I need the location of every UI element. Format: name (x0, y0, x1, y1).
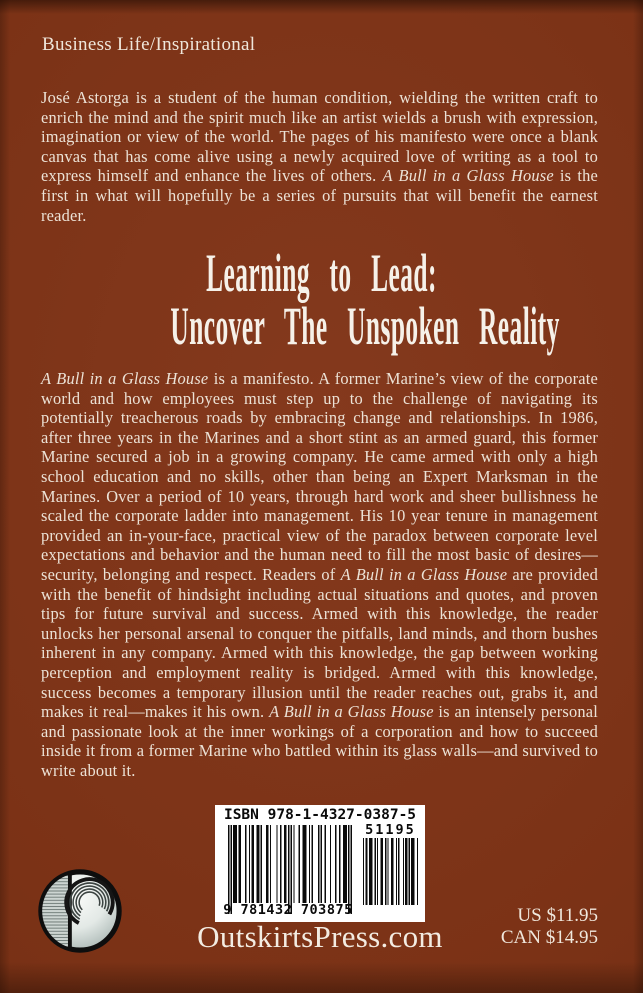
barcode-panel (215, 805, 425, 922)
book-title-line2: Uncover The Unspoken Reality (170, 296, 560, 356)
ean-digits: 9 781432 703875 (223, 902, 353, 918)
publisher-url: OutskirtsPress.com (197, 919, 443, 954)
book-title (0, 243, 643, 356)
genre-label: Business Life/Inspirational (42, 34, 256, 55)
synopsis-paragraph: A Bull in a Glass House is a manifesto. A former Marine’s view of the corporate world and how employees must step up to the challenge of navigating its potentially treacherous roads by embracing change and relationships. In 1986, after three years in the Marines and a short stint as an armed guard, this former Marine secured a job in a growing company. He came armed with only a high school education and no skills, other than being an Expert Marksman in the Marines. Over a period of 10 years, through hard work and sheer bullishness he scaled the corporate ladder into management. His 10 year tenure in management provided an in-your-face, practical view of the paradox between corporate level expectations and behavior and the human need to fill the most basic of desires—security, belonging and respect. Readers of A Bull in a Glass House are provided with the benefit of hindsight including actual situations and quotes, and proven tips for future survival and success. Armed with this knowledge, the reader unlocks her personal arsenal to conquer the pitfalls, land minds, and thorn bushes inherent in any company. Armed with this knowledge, the gap between working perception and employment reality is bridged. Armed with this knowledge, success becomes a temporary illusion until the reader reaches out, grabs it, and makes it real—makes it his own. A Bull in a Glass House is an intensely personal and passionate look at the inner workings of a corporation and how to succeed inside it from a former Marine who battled within its glass walls—and survived to write about it. (41, 369, 598, 780)
price-block (501, 905, 598, 948)
author-bio-paragraph: José Astorga is a student of the human condition, wielding the written craft to enrich the mind and the spirit much like an artist wields a brush with expression, imagination or view of the world. The pages of his manifesto were once a blank canvas that has come alive using a newly acquired love of writing as a tool to express himself and enhance the lives of others. A Bull in a Glass House is the first in what will hopefully be a series of pursuits that will benefit the earnest reader. (41, 88, 598, 225)
supplement-digits: 51195 (365, 822, 416, 838)
book-title-line1: Learning to Lead: (206, 243, 437, 303)
price-can: CAN $14.95 (500, 926, 598, 948)
supplement-barcode-icon (363, 838, 418, 905)
price-us: US $11.95 (517, 905, 598, 926)
outskirts-press-logo-icon (37, 868, 123, 954)
ean-barcode-icon (228, 825, 352, 914)
isbn-label: ISBN 978-1-4327-0387-5 (223, 807, 417, 823)
